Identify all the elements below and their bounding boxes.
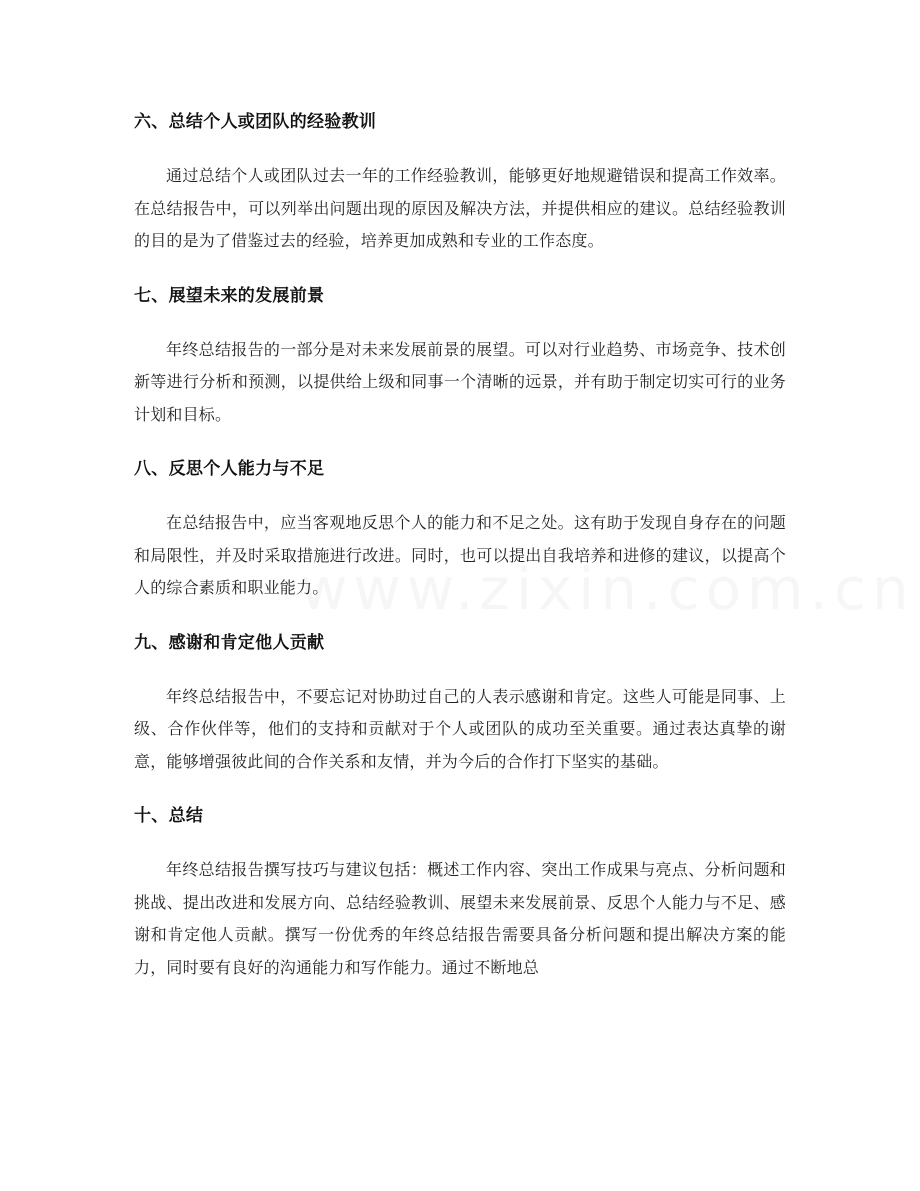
section-body-8: 在总结报告中，应当客观地反思个人的能力和不足之处。这有助于发现自身存在的问题和局限性，并及时采取措施进行改进。同时，也可以提出自我培养和进修的建议，以提高个人的综合素质和职业能力。 — [134, 513, 786, 597]
section-body-10: 年终总结报告撰写技巧与建议包括：概述工作内容、突出工作成果与亮点、分析问题和挑战、提出改进和发展方向、总结经验教训、展望未来发展前景、反思个人能力与不足、感谢和肯定他人贡献。撰写一份优秀的年终总结报告需要具备分析问题和提出解决方案的能力，同时要有良好的沟通能力和写作能力。通过不断地总 — [134, 860, 786, 977]
section-heading-6: 六、总结个人或团队的经验教训 — [134, 112, 377, 132]
section-heading-8: 八、反思个人能力与不足 — [134, 459, 325, 479]
document-content — [134, 104, 786, 984]
section-body-9: 年终总结报告中，不要忘记对协助过自己的人表示感谢和肯定。这些人可能是同事、上级、合作伙伴等，他们的支持和贡献对于个人或团队的成功至关重要。通过表达真挚的谢意，能够增强彼此间的合作关系和友情，并为今后的合作打下坚实的基础。 — [134, 686, 786, 771]
section-heading-9: 九、感谢和肯定他人贡献 — [134, 632, 325, 653]
section-heading-7: 七、展望未来的发展前景 — [134, 285, 325, 306]
section-heading-10: 十、总结 — [134, 806, 204, 826]
section-body-7: 年终总结报告的一部分是对未来发展前景的展望。可以对行业趋势、市场竞争、技术创新等进行分析和预测，以提供给上级和同事一个清晰的远景，并有助于制定切实可行的业务计划和目标。 — [134, 339, 786, 424]
section-body-6: 通过总结个人或团队过去一年的工作经验教训，能够更好地规避错误和提高工作效率。在总结报告中，可以列举出问题出现的原因及解决方法，并提供相应的建议。总结经验教训的目的是为了借鉴过去的经验，培养更加成熟和专业的工作态度。 — [134, 166, 786, 250]
